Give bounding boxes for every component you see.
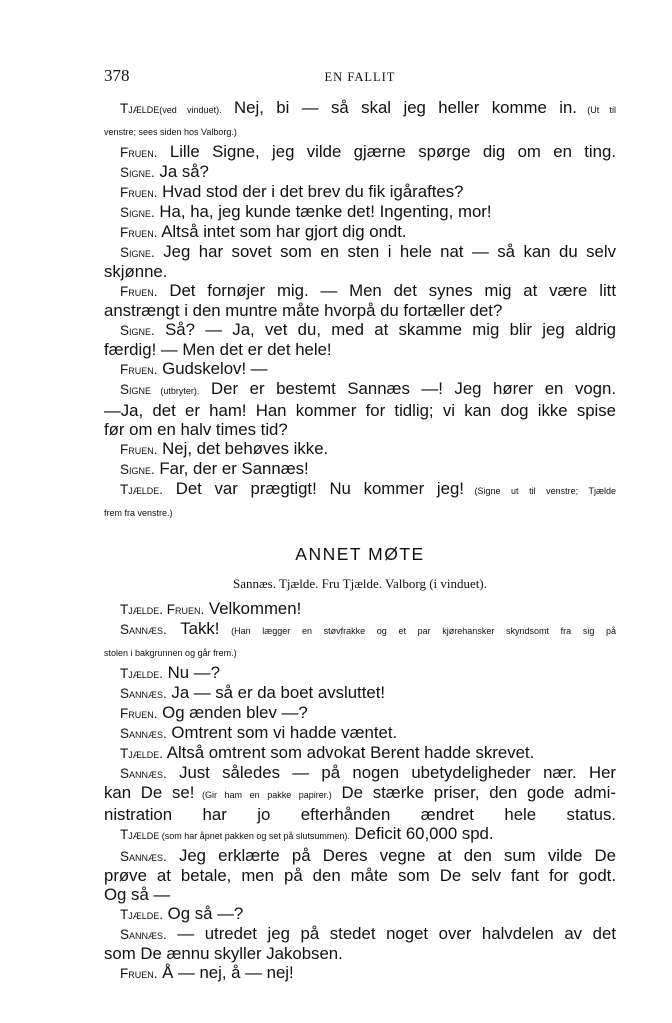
speaker-name: Fruen.	[120, 706, 158, 721]
text-line	[104, 501, 616, 523]
play-text	[104, 98, 616, 983]
dialogue-text: Gudskelov! —	[157, 359, 268, 378]
stage-direction: (ved vinduet).	[159, 105, 222, 115]
text-line	[104, 944, 616, 963]
speaker-name: Signe	[120, 382, 152, 397]
text-line	[104, 182, 616, 202]
act-title: ANNET MØTE	[295, 544, 425, 564]
text-line	[104, 805, 616, 824]
text-line	[104, 619, 616, 641]
text-line	[104, 703, 616, 723]
speaker-name: Sannæs.	[120, 927, 167, 942]
text-line	[104, 359, 616, 379]
speaker-name: Signe.	[120, 165, 155, 180]
dialogue-text: Ja — så er da boet avsluttet!	[166, 683, 386, 702]
dialogue-text: Far, der er Sannæs!	[154, 459, 309, 478]
text-line	[104, 242, 616, 262]
dialogue-text: — utredet jeg på stedet noget over halvdelen av det	[166, 924, 616, 943]
speaker-name: Sannæs.	[120, 686, 167, 701]
speaker-name: Fruen.	[120, 442, 158, 457]
dialogue-text: Just således — på nogen ubetydeligheder nær. Her	[166, 763, 616, 782]
text-line	[104, 340, 616, 359]
dialogue-text: Deficit 60,000 spd.	[349, 824, 494, 843]
dialogue-text: før om en halv times tid?	[104, 420, 288, 439]
stage-direction: (Signe ut til venstre; Tjælde	[463, 486, 616, 496]
dialogue-text: Velkommen!	[204, 599, 302, 618]
text-line	[104, 904, 616, 924]
dialogue-text: Lille Signe, jeg vilde gjærne spørge dig om en ting.	[157, 142, 616, 161]
dialogue-text: Det fornøjer mig. — Men det synes mig at være litt	[157, 281, 616, 300]
speaker-name: Fruen.	[120, 284, 158, 299]
page-number: 378	[104, 66, 130, 85]
stage-direction: (Han lægger en støvfrakke og et par kjørehansker skyndsomt fra sig på	[219, 626, 616, 636]
dialogue-text: færdig! — Men det er det hele!	[104, 340, 332, 359]
dialogue-text: —Ja, det er ham! Han kommer for tidlig; vi kan dog ikke spise	[104, 401, 616, 420]
speaker-name: Tjælde.	[120, 907, 164, 922]
dialogue-text: Altså omtrent som advokat Berent hadde skrevet.	[163, 743, 535, 762]
dialogue-text: Takk!	[166, 619, 220, 638]
speaker-name: Signe.	[120, 205, 155, 220]
speaker-name: Fruen.	[120, 145, 158, 160]
text-line	[104, 262, 616, 281]
speaker-name: Fruen.	[120, 362, 158, 377]
speaker-name: Tjælde.	[120, 746, 164, 761]
scene-1-text	[104, 98, 616, 543]
dialogue-text: Ja så?	[154, 162, 209, 181]
text-line	[104, 783, 616, 805]
text-line	[104, 963, 616, 983]
speaker-name: Signe.	[120, 245, 155, 260]
text-line	[104, 401, 616, 420]
dialogue-text: Jeg har sovet som en sten i hele nat — så kan du selv	[154, 242, 616, 261]
speaker-name: Tjælde.	[120, 482, 164, 497]
text-line	[104, 599, 616, 619]
stage-direction: (Ut til	[576, 105, 617, 115]
speaker-name: Tjælde	[120, 101, 160, 116]
text-line	[104, 459, 616, 479]
text-line	[104, 420, 616, 439]
dialogue-text: Det var prægtigt! Nu kommer jeg!	[163, 479, 464, 498]
dialogue-text: nistration har jo efterhånden ændret hele status.	[104, 805, 616, 824]
dialogue-text: Nu —?	[163, 663, 220, 682]
stage-direction: (utbryter).	[151, 386, 200, 396]
speaker-name: Fruen.	[120, 966, 158, 981]
speaker-name: Sannæs.	[120, 622, 167, 637]
text-line	[104, 824, 616, 846]
dialogue-text: Altså intet som har gjort dig ondt.	[157, 222, 407, 241]
speaker-name: Signe.	[120, 462, 155, 477]
text-line	[104, 479, 616, 501]
text-line	[104, 924, 616, 944]
page-header	[104, 66, 616, 88]
speaker-name: Sannæs.	[120, 766, 167, 781]
text-line	[104, 439, 616, 459]
dialogue-text: Å — nej, å — nej!	[157, 963, 294, 982]
speaker-name: Tjælde.	[120, 666, 164, 681]
text-line	[104, 98, 616, 120]
speaker-name: Sannæs.	[120, 849, 167, 864]
dialogue-text: Og ænden blev —?	[157, 703, 308, 722]
cast-list: Sannæs. Tjælde. Fru Tjælde. Valborg (i vinduet).	[233, 576, 487, 591]
running-title: EN FALLIT	[324, 70, 396, 84]
text-line	[104, 142, 616, 162]
dialogue-text: prøve at betale, men på den måte som De selv fant for godt.	[104, 866, 616, 885]
text-line	[104, 301, 616, 320]
dialogue-text: skjønne.	[104, 262, 168, 281]
dialogue-text: Omtrent som vi hadde væntet.	[166, 723, 398, 742]
dialogue-text: Jeg erklærte på Deres vegne at den sum vilde De	[166, 846, 616, 865]
dialogue-text: Ha, ha, jeg kunde tænke det! Ingenting, mor!	[154, 202, 492, 221]
text-line	[104, 281, 616, 301]
dialogue-text: Der er bestemt Sannæs —! Jeg hører en vogn.	[199, 379, 616, 398]
section-gap	[104, 523, 616, 543]
stage-direction: venstre; sees siden hos Valborg.)	[104, 127, 237, 137]
dialogue-text: som De ænnu skyller Jakobsen.	[104, 944, 343, 963]
text-line	[104, 202, 616, 222]
speaker-name: Sannæs.	[120, 726, 167, 741]
speaker-name: Tjælde. Fruen.	[120, 602, 205, 617]
text-line	[104, 120, 616, 142]
stage-direction: (Gir ham en pakke papirer.)	[194, 790, 332, 800]
text-line	[104, 885, 616, 904]
speaker-name: Signe.	[120, 323, 155, 338]
dialogue-text: Nej, bi — så skal jeg heller komme in.	[221, 98, 577, 117]
text-line	[104, 320, 616, 340]
dialogue-text: Nej, det behøves ikke.	[157, 439, 329, 458]
text-line	[104, 683, 616, 703]
text-line	[104, 222, 616, 242]
speaker-name: Fruen.	[120, 185, 158, 200]
text-line	[104, 663, 616, 683]
text-line	[104, 162, 616, 182]
dialogue-text: kan De se!	[104, 783, 195, 802]
dialogue-text: Og så —	[104, 885, 171, 904]
dialogue-text: Og så —?	[163, 904, 244, 923]
stage-direction: frem fra venstre.)	[104, 508, 173, 518]
dialogue-text: Så? — Ja, vet du, med at skamme mig blir jeg aldrig	[154, 320, 616, 339]
text-line	[104, 866, 616, 885]
text-line	[104, 641, 616, 663]
dialogue-text: anstrængt i den muntre måte hvorpå du fortæller det?	[104, 301, 503, 320]
speaker-name: Fruen.	[120, 225, 158, 240]
stage-direction: stolen i bakgrunnen og går frem.)	[104, 648, 237, 658]
text-line	[104, 763, 616, 783]
stage-direction: (som har åpnet pakken og set på slutsummen).	[159, 831, 350, 841]
scene-2-text	[104, 599, 616, 983]
speaker-name: Tjælde	[120, 827, 160, 842]
dialogue-text: De stærke priser, den gode admi-	[331, 783, 616, 802]
dialogue-text: Hvad stod der i det brev du fik igåraftes?	[157, 182, 464, 201]
text-line	[104, 723, 616, 743]
text-line	[104, 846, 616, 866]
text-line	[104, 743, 616, 763]
text-line	[104, 379, 616, 401]
